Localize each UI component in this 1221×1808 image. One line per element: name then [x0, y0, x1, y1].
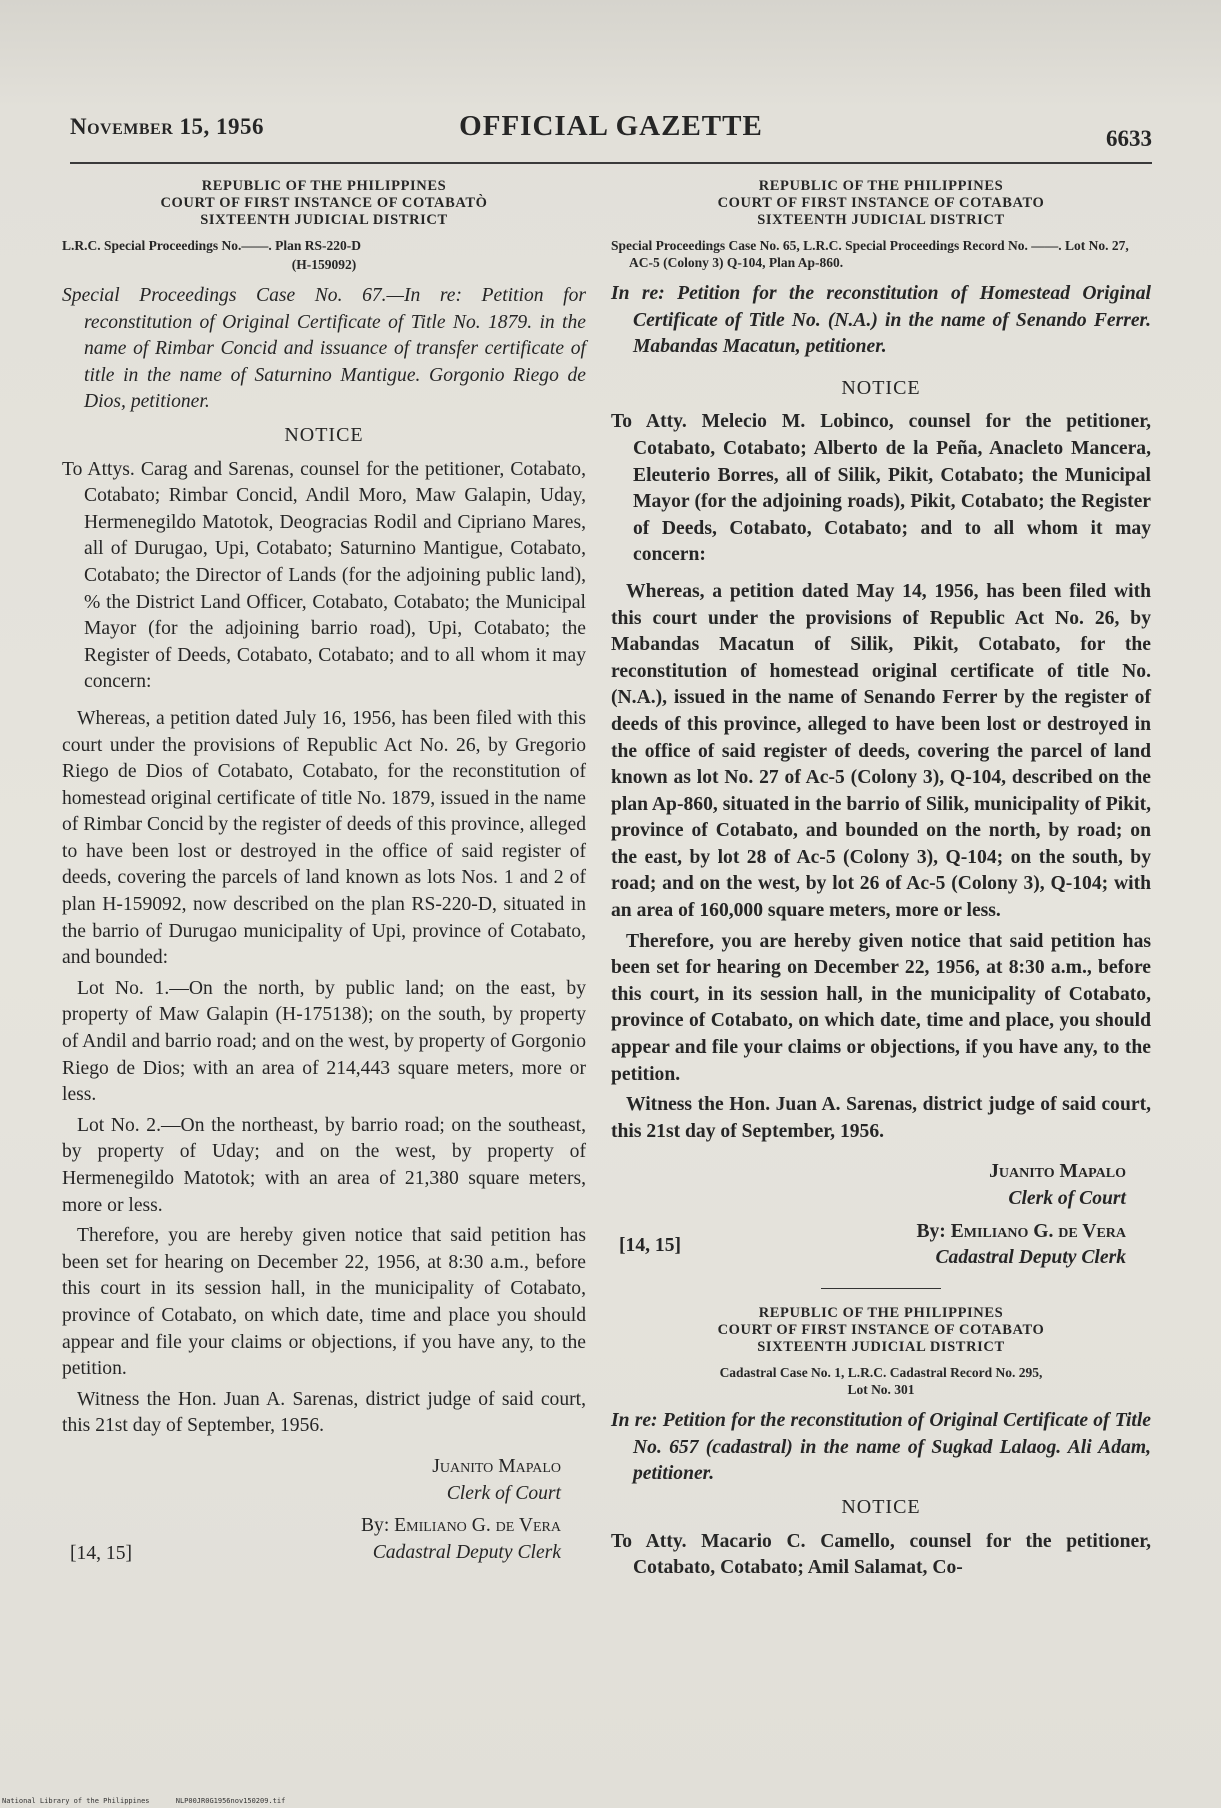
case-caption: In re: Petition for the reconstitution of Homestead Original Certificate of Title No. (N.A.) in the name of Senando Ferrer. Mabandas Macatun, petitioner.	[611, 283, 1151, 358]
issue-date: November 15, 1956	[70, 114, 265, 139]
addressees: To Attys. Carag and Sarenas, counsel for the petitioner, Cotabato, Cotabato; Rimbar Concid, Andil Moro, Maw Galapin, Uday, Hermenegildo Matotok, Deogracias Rodil and Cipriano Mares, all of Durugao, Upi, Cotabato; Saturnino Mantigue, Cotabato, Cotabato; the Director of Lands (for the adjoining public land), % the District Land Officer, Cotabato, Cotabato; the Municipal Mayor (for the adjoining barrio road), Upi, Cotabato; the Register of Deeds, Cotabato, Cotabato; and to all whom it may concern:	[62, 458, 586, 693]
court-heading	[62, 178, 586, 229]
deputy-line	[611, 1219, 1151, 1272]
deputy-line	[62, 1513, 586, 1566]
notice-label: NOTICE	[841, 376, 921, 399]
publication-issues: [14, 15]	[70, 1543, 133, 1565]
page-header	[70, 110, 1152, 156]
addressees: To Atty. Melecio M. Lobinco, counsel for the petitioner, Cotabato, Cotabato; Alberto de la Peña, Anacleto Mancera, Eleuterio Borres, all of Silik, Pikit, Cotabato; the Municipal Mayor (for the adjoining roads), Pikit, Cotabato; the Register of Deeds, Cotabato, Cotabato; and to all whom it may concern:	[611, 411, 1151, 566]
heading-line: COURT OF FIRST INSTANCE OF COTABATÒ	[160, 195, 488, 211]
addressees: To Atty. Macario C. Camello, counsel for the petitioner, Cotabato, Cotabato; Amil Salamat, Co-	[611, 1530, 1151, 1579]
publication-title: OFFICIAL GAZETTE	[459, 110, 763, 142]
notice-label: NOTICE	[841, 1496, 921, 1519]
by-label: By:	[360, 1515, 390, 1537]
case-caption: In re: Petition for the reconstitution of Original Certificate of Title No. 657 (cadastral) in the name of Sugkad Lalaog. Ali Adam, petitioner.	[611, 1410, 1151, 1485]
right-column	[611, 178, 1151, 1582]
heading-line: COURT OF FIRST INSTANCE OF COTABATO	[717, 195, 1045, 211]
case-caption: Special Proceedings Case No. 67.—In re: Petition for reconstitution of Original Certificate of Title No. 1879. in the name of Rimbar Concid and issuance of transfer certificate of title in the name of Saturnino Mantigue. Gorgonio Riego de Dios, petitioner.	[62, 285, 586, 413]
court-heading	[611, 178, 1151, 229]
heading-line: COURT OF FIRST INSTANCE OF COTABATO	[717, 1322, 1045, 1339]
record-reference: Special Proceedings Case No. 65, L.R.C. Special Proceedings Record No. ——. Lot No. 27, AC-5 (Colony 3) Q-104, Plan Ap-860.	[611, 238, 1129, 270]
clerk-name: Juanito Mapalo	[989, 1161, 1126, 1183]
heading-line: SIXTEENTH JUDICIAL DISTRICT	[757, 1339, 1005, 1356]
deputy-name: Emiliano G. de Vera	[950, 1220, 1126, 1242]
publication-issues: [14, 15]	[619, 1234, 682, 1256]
signature-block	[62, 1454, 586, 1566]
deputy-title: Cadastral Deputy Clerk	[935, 1247, 1126, 1269]
clerk-name: Juanito Mapalo	[432, 1455, 561, 1477]
heading-line: REPUBLIC OF THE PHILIPPINES	[758, 178, 1004, 194]
heading-line: REPUBLIC OF THE PHILIPPINES	[201, 178, 447, 194]
notice-paragraph: Whereas, a petition dated May 14, 1956, has been filed with this court under the provisions of Republic Act No. 26, by Mabandas Macatun of Silik, Pikit, Cotabato, for the reconstitution of homestead original certificate of title No. (N.A.), issued in the name of Senando Ferrer by the register of deeds of this province, alleged to have been lost or destroyed in the office of said register of deeds, covering the parcel of land known as lot No. 27 of Ac-5 (Colony 3), Q-104, described on the plan Ap-860, situated in the barrio of Silik, municipality of Pikit, province of Cotabato, and bounded on the north, by road; on the east, by lot 28 of Ac-5 (Colony 3), Q-104; on the south, by road; and on the west, by lot 26 of Ac-5 (Colony 3), Q-104; with an area of 160,000 square meters, more or less.	[611, 580, 1151, 922]
record-reference-lot: Lot No. 301	[847, 1382, 915, 1398]
page-number: 6633	[1106, 126, 1152, 151]
record-reference-plan: (H-159092)	[291, 257, 357, 272]
notice-paragraph: Witness the Hon. Juan A. Sarenas, district judge of said court, this 21st day of September, 1956.	[611, 1094, 1151, 1142]
deputy-title: Cadastral Deputy Clerk	[372, 1541, 561, 1563]
notice-paragraph: Therefore, you are hereby given notice that said petition has been set for hearing on December 22, 1956, at 8:30 a.m., before this court, in its session hall, in the municipality of Cotabato, province of Cotabato, on which date, time and place, you should appear and file your claims or objections, if you have any, to the petition.	[611, 930, 1151, 1085]
court-heading	[611, 1305, 1151, 1356]
file-name: NLP00JR0G1956nov150209.tif	[175, 1797, 286, 1805]
library-credit: National Library of the Philippines	[2, 1797, 150, 1805]
notice-paragraph: Therefore, you are hereby given notice that said petition has been set for hearing on December 22, 1956, at 8:30 a.m., before this court in its session hall, in the municipality of Cotabato, province of Cotabato, on which date, time and place you should appear and file your claims or objections, if you have any, to the petition.	[62, 1225, 586, 1380]
heading-line: REPUBLIC OF THE PHILIPPINES	[758, 1305, 1004, 1322]
record-reference: L.R.C. Special Proceedings No.——. Plan RS-220-D	[62, 238, 361, 253]
clerk-title: Clerk of Court	[446, 1482, 561, 1504]
signature-block	[611, 1159, 1151, 1271]
notice-paragraph: Witness the Hon. Juan A. Sarenas, district judge of said court, this 21st day of September, 1956.	[62, 1388, 586, 1437]
left-column	[62, 178, 586, 1566]
by-label: By:	[916, 1220, 946, 1242]
deputy-name: Emiliano G. de Vera	[394, 1515, 561, 1537]
section-divider	[821, 1288, 941, 1290]
header-rule	[70, 162, 1152, 164]
clerk-title: Clerk of Court	[1008, 1188, 1126, 1209]
notice-paragraph: Whereas, a petition dated July 16, 1956, has been filed with this court under the provisions of Republic Act No. 26, by Gregorio Riego de Dios of Cotabato, Cotabato, for the reconstitution of homestead original certificate of title No. 1879, issued in the name of Rimbar Concid by the register of deeds of this province, alleged to have been lost or destroyed in the office of said register of deeds, covering the parcels of land known as lots Nos. 1 and 2 of plan H-159092, now described on the plan RS-220-D, situated in the barrio of Durugao municipality of Upi, province of Cotabato, and bounded:	[62, 707, 586, 969]
notice-label: NOTICE	[284, 423, 364, 446]
heading-line: SIXTEENTH JUDICIAL DISTRICT	[200, 212, 448, 228]
heading-line: SIXTEENTH JUDICIAL DISTRICT	[757, 212, 1005, 228]
record-reference: Cadastral Case No. 1, L.R.C. Cadastral Record No. 295,	[719, 1365, 1043, 1381]
scan-footer	[2, 1797, 307, 1805]
notice-paragraph: Lot No. 2.—On the northeast, by barrio road; on the southeast, by property of Uday; and on the west, by property of Hermenegildo Matotok; with an area of 21,380 square meters, more or less.	[62, 1114, 586, 1216]
notice-paragraph: Lot No. 1.—On the north, by public land; on the east, by property of Maw Galapin (H-175138); on the south, by property of Andil and barrio road; and on the west, by property of Gorgonio Riego de Dios; with an area of 214,443 square meters, more or less.	[62, 977, 586, 1106]
